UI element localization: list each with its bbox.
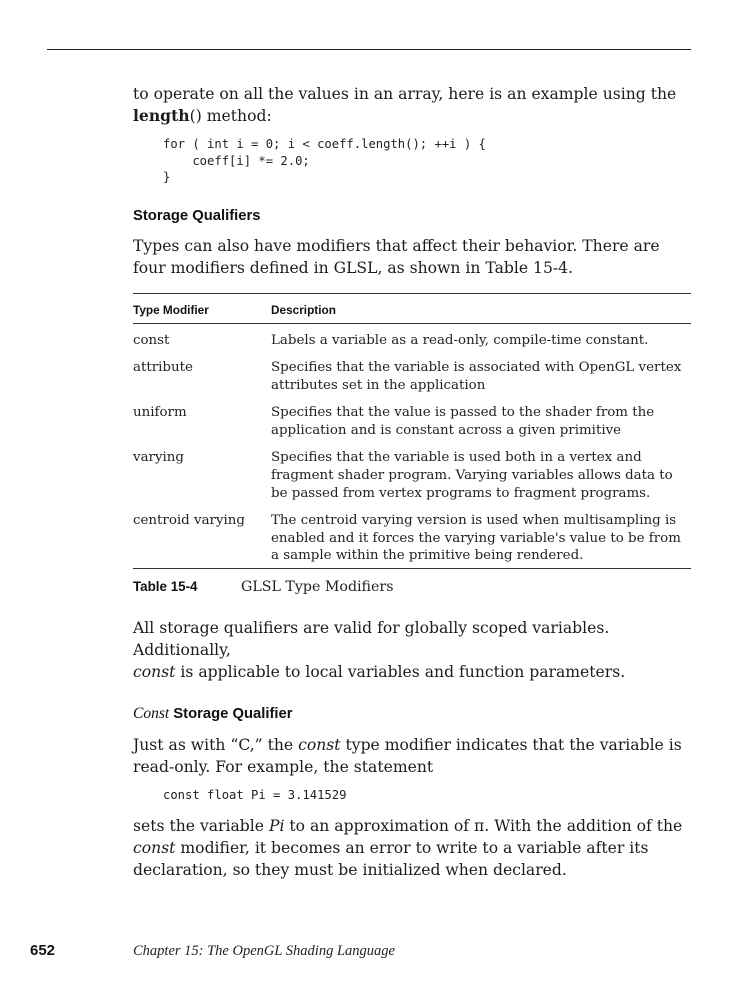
page-footer — [30, 942, 690, 960]
page-content — [133, 83, 693, 881]
code-const-example: const float Pi = 3.141529 — [163, 788, 347, 803]
description-cell: Specifies that the value is passed to the shader from the application and is constant across a given primitive — [271, 405, 655, 438]
code-line: for ( int i = 0; i < coeff.length(); ++i ) { — [163, 137, 486, 151]
table-caption — [133, 579, 693, 595]
table-row — [133, 323, 691, 359]
const-qualifier-heading: Const Storage Qualifier — [133, 705, 293, 723]
modifier-cell: centroid varying — [133, 513, 245, 529]
table-row — [133, 449, 691, 512]
table-caption-text: GLSL Type Modifiers — [241, 579, 394, 596]
storage-qualifiers-heading: Storage Qualifiers — [133, 207, 261, 224]
code-line: } — [163, 170, 171, 184]
modifier-cell: const — [133, 332, 170, 348]
description-cell: Labels a variable as a read-only, compile-time constant. — [271, 332, 649, 348]
code-loop-example — [163, 136, 693, 186]
type-modifier-table — [133, 293, 691, 570]
description-cell: The centroid varying version is used when multisampling is enabled and it forces the varying variable's value to be from a sample within the primitive being rendered. — [271, 513, 681, 564]
table-header-row — [133, 293, 691, 323]
storage-qualifiers-paragraph: Types can also have modifiers that affect their behavior. There are four modifiers defined in GLSL, as shown in Table 15-4. — [133, 236, 660, 277]
chapter-title: Chapter 15: The OpenGL Shading Language — [133, 943, 395, 959]
table-caption-label: Table 15-4 — [133, 579, 198, 595]
column-header-modifier: Type Modifier — [133, 302, 209, 317]
table-row — [133, 512, 691, 568]
modifier-cell: varying — [133, 450, 184, 466]
column-header-description: Description — [271, 302, 336, 317]
description-cell: Specifies that the variable is associated with OpenGL vertex attributes set in the application — [271, 360, 682, 393]
description-cell: Specifies that the variable is used both in a vertex and fragment shader program. Varying variables allows data to be passed from vertex programs to fragment programs. — [271, 450, 673, 501]
table-row — [133, 359, 691, 404]
page-number: 652 — [30, 942, 56, 959]
const-explanation-paragraph: sets the variable Pi to an approximation of π. With the addition of the const modifier, it becomes an error to write to a variable after its declaration, so they must be initialized when declared. — [133, 816, 683, 879]
code-line: coeff[i] *= 2.0; — [163, 153, 310, 168]
intro-paragraph: to operate on all the values in an array, here is an example using the length() method: — [133, 85, 677, 125]
table-row — [133, 404, 691, 449]
modifier-cell: attribute — [133, 360, 193, 376]
qualifiers-scope-paragraph: All storage qualifiers are valid for globally scoped variables. Additionally, const is applicable to local variables and function parameters. — [133, 619, 626, 682]
modifier-cell: uniform — [133, 405, 187, 421]
length-method: length — [133, 106, 190, 125]
const-qualifier-paragraph: Just as with “C,” the const type modifier indicates that the variable is read-only. For example, the statement — [133, 736, 682, 777]
top-rule — [47, 49, 691, 50]
